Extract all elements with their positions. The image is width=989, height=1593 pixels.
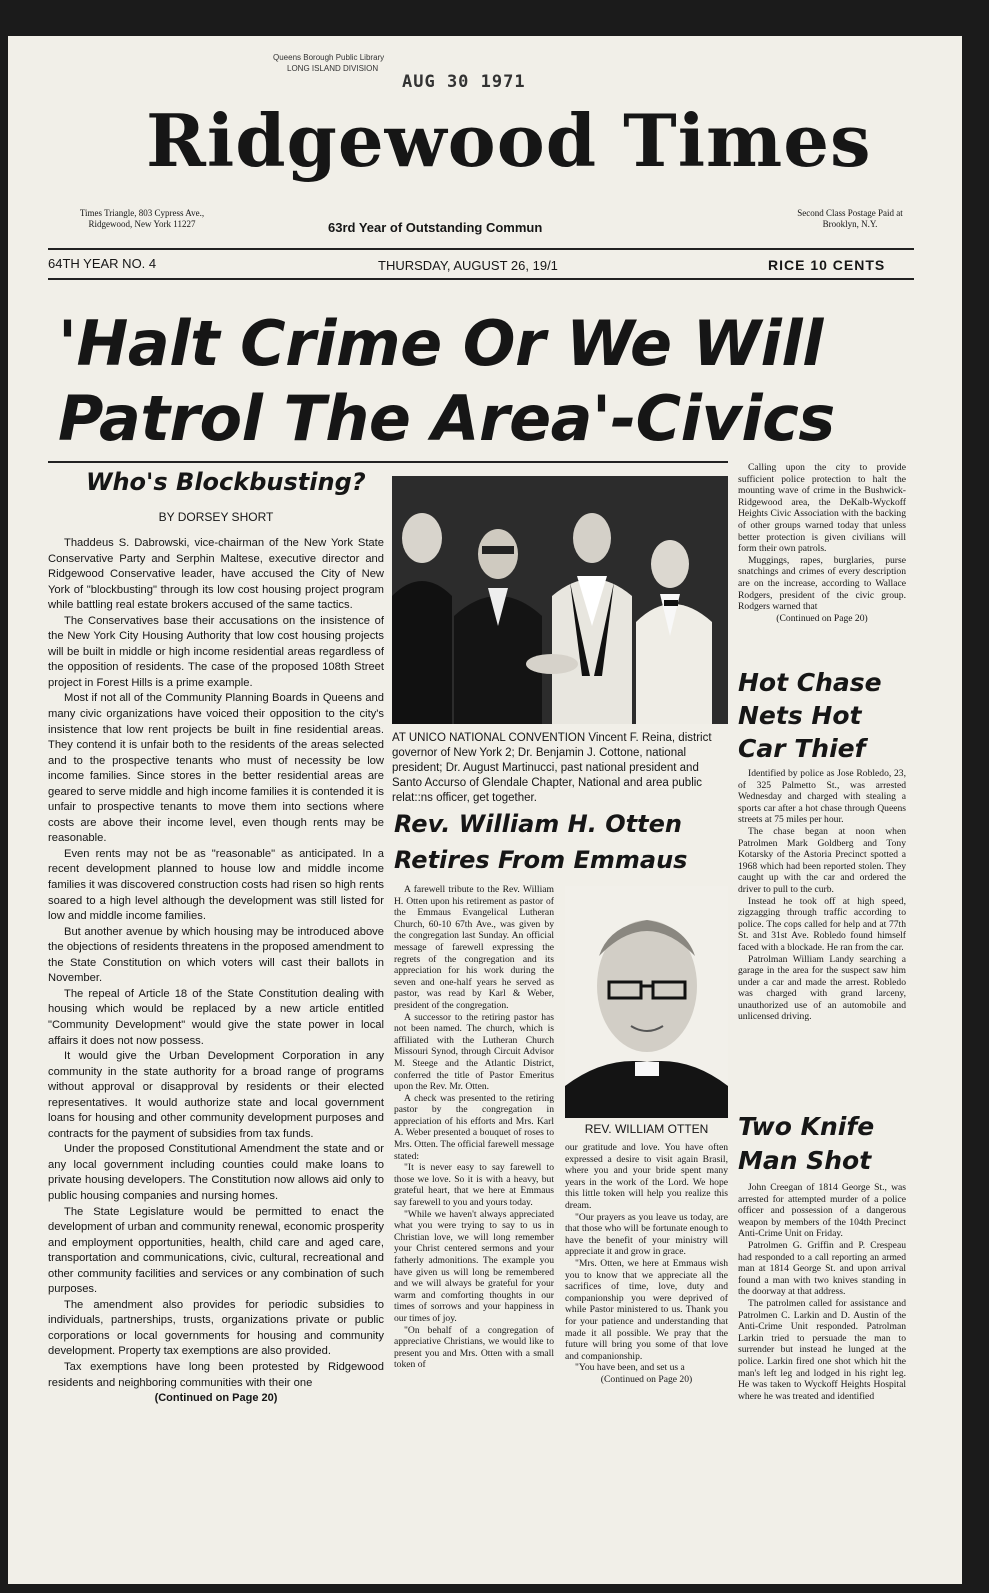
otten-paragraph: "Our prayers as you leave us today, are that those who will be fortunate enough to have the benefit of your ministry will appreciate it and grow in grace.	[565, 1211, 728, 1258]
knife-paragraph: John Creegan of 1814 George St., was arrested for attempted murder of a police officer and possession of a dangerous weapon by members of the 104th Precinct Anti-Crime Unit on Friday.	[738, 1182, 906, 1240]
car-thief-paragraph: The chase began at noon when Patrolmen Mark Goldberg and Tony Kotarsky of the Astoria Precinct spotted a 1968 which had been reported stolen. They caught up with the car and ordered the driver to pull to the curb.	[738, 825, 906, 895]
car-thief-article	[738, 768, 906, 1023]
blockbusting-paragraph: Tax exemptions have long been protested by Ridgewood residents and neighboring communities with their one	[48, 1360, 384, 1389]
otten-paragraph: "You have been, and set us a	[575, 1362, 685, 1374]
newspaper-page	[8, 36, 962, 1584]
car-thief-headline-line: Nets Hot	[738, 701, 862, 730]
otten-paragraph: "On behalf of a congregation of appreciative Christians, we would like to present you and Mrs. Otten with a small token of	[394, 1324, 554, 1371]
blockbusting-paragraph: Under the proposed Constitutional Amendment the state and or any local government including counties could make loans to private housing developers. The Constitution now allows aid only to public housing companies and nursing homes.	[48, 1143, 384, 1202]
car-thief-headline-line: Hot Chase	[738, 668, 882, 697]
otten-paragraph: A successor to the retiring pastor has not been named. The church, which is affiliated with the Lutheran Church Missouri Synod, through Circuit Advisor M. Steege and the Atlantic District, conferred the title of Pastor Emeritus upon the Rev. Mr. Otten.	[394, 1011, 554, 1093]
blockbusting-continued: (Continued on Page 20)	[154, 1392, 278, 1405]
issue-price: RICE 10 CENTS	[768, 257, 886, 273]
stamp-date: AUG 30 1971	[402, 72, 526, 92]
masthead-address-left: Times Triangle, 803 Cypress Ave., Ridgewood, New York 11227	[79, 208, 205, 229]
otten-headline-line-1: Rev. William H. Otten	[394, 810, 682, 838]
otten-paragraph: "It is never easy to say farewell to those we love. So it is with a heavy, but grateful heart, that we here at Emmaus say farewell to you and yours today.	[394, 1162, 554, 1209]
otten-paragraph: "Mrs. Otten, we here at Emmaus wish you to know that we appreciate all the sacrifices of time, love, duty and companionship you were deprived of while Pastor ministered to us. Thank you for your patience and understanding that made it all possible. We pray that the future will bring you some of that love and companionship.	[565, 1257, 728, 1362]
blockbusting-paragraph: The State Legislature would be permitted to enact the development of urban and community renewal, economic prosperity and employment opportunities, health, child care and aged care, transportation and communications, civic, cultural, recreational and other community facilities and services or any combination of such purposes.	[48, 1205, 384, 1296]
blockbusting-paragraph: The repeal of Article 18 of the State Constitution dealing with housing which would be replaced by a new article entitled "Community Development" would give the state power in local affairs it does not now possess.	[48, 987, 384, 1047]
otten-paragraph: A check was presented to the retiring pastor by the congregation in appreciation of his efforts and Mrs. Karl A. Weber presented a bouquet of roses to Mrs. Otten. The official farewell message stated:	[394, 1092, 554, 1162]
civics-paragraph: Muggings, rapes, burglaries, purse snatchings and crimes of every description are on the increase, according to Wallace Rodgers, president of the civic group. Rodgers warned that	[738, 554, 906, 613]
masthead-tagline: 63rd Year of Outstanding Commun	[328, 220, 543, 235]
car-thief-paragraph: Instead he took off at high speed, zigzagging through traffic according to police. The cops called for help and at 77th St. and 31st Ave. Robledo found himself faced with a blockade. He ran from the car.	[738, 895, 906, 953]
blockbusting-paragraph: The Conservatives base their accusations on the insistence of the New York City Housing Authority that low cost housing projects will be built in middle or high income residential areas regardless of the opposition of residents. The case of the proposed 108th Street project in Forest Hills is a prime example.	[48, 614, 384, 689]
knife-article	[738, 1182, 906, 1402]
car-thief-paragraph: Patrolman William Landy searching a garage in the area for the suspect saw him under a car and made the arrest. Robledo was charged with grand larceny, unauthorized use of an automobile and unlicensed driving.	[738, 953, 906, 1023]
unico-convention-photo	[392, 476, 728, 724]
masthead-rule-bottom	[48, 278, 914, 280]
blockbusting-byline: BY DORSEY SHORT	[158, 510, 274, 524]
otten-column-2	[565, 1142, 728, 1385]
masthead-title: Ridgewood Times	[146, 98, 872, 183]
knife-paragraph: The patrolmen called for assistance and Patrolmen C. Larkin and D. Austin of the Anti-Crime Unit responded. Patrolman Larkin tried to persuade the man to surrender but instead he lunged at the police. Larkin fired one shot which hit the man's left leg and lodged in his right leg. He was taken to Wyckoff Heights Hospital where he was treated and identified	[738, 1297, 906, 1402]
blockbusting-paragraph: The amendment also provides for periodic subsidies to individuals, partnerships, trusts, organizations private or public corporations or local governments for housing and community development. Property tax exemptions are also provided.	[48, 1298, 384, 1358]
knife-headline-line: Man Shot	[738, 1146, 872, 1175]
car-thief-headline	[738, 666, 882, 765]
car-thief-headline-line: Car Thief	[738, 734, 866, 763]
knife-paragraph: Patrolmen G. Griffin and P. Crespeau had responded to a call reporting an armed man at 1814 George St. and upon arrival found a man with two knives standing in the doorway at that address.	[738, 1239, 906, 1298]
blockbusting-paragraph: Thaddeus S. Dabrowski, vice-chairman of the New York State Conservative Party and Serphin Maltese, executive director and Ridgewood Conservative leader, have accused the City of New York of "blockbusting" through its low cost housing project program while battling real estate brokers accused of the same tactics.	[48, 537, 384, 612]
masthead-rule-top	[48, 248, 914, 250]
issue-number: 64TH YEAR NO. 4	[48, 256, 157, 271]
otten-column-1	[394, 884, 554, 1371]
car-thief-paragraph: Identified by police as Jose Robledo, 23, of 325 Palmetto St., was arrested Wednesday and charged with stealing a sports car after a hot chase through Queens streets at 75 miles per hour.	[738, 768, 906, 826]
blockbusting-article	[48, 536, 384, 1407]
unico-photo-image	[392, 476, 728, 724]
main-headline: 'Halt Crime Or We Will Patrol The Area'-Civics	[58, 307, 835, 455]
headline-rule	[48, 461, 728, 463]
otten-continued: (Continued on Page 20)	[600, 1373, 693, 1385]
civics-continued: (Continued on Page 20)	[776, 612, 868, 624]
otten-paragraph: A farewell tribute to the Rev. William H. Otten upon his retirement as pastor of the Emmaus Evangelical Lutheran Church, 60-10 67th Ave., was given by the congregation last Sunday. An official message of farewell expressing the regrets of the congregation and its appreciation for his work during the seven and one-half years he served as pastor, was read by Karl & Weber, president of the congregation.	[394, 884, 554, 1011]
library-stamp	[273, 52, 384, 74]
stamp-library: Queens Borough Public Library	[273, 53, 385, 62]
otten-portrait	[565, 886, 728, 1118]
blockbusting-paragraph: Even rents may not be as "reasonable" as anticipated. In a recent development planned to house low and middle income families it was discovered construction costs had risen so high rents soared to a high level although the development was still listed for low and middle income families.	[48, 847, 384, 923]
otten-paragraph: "While we haven't always appreciated what you were trying to say to us in Christian love, we will long remember your Christ centered sermons and your fatherly admonitions. The example you have given us will long be remembered and we will always be grateful for your warm and comforting thoughts in our times of sorrows and your happiness in our times of joy.	[394, 1208, 554, 1324]
blockbusting-paragraph: But another avenue by which housing may be introduced above the objections of residents threatens in the proposed amendment to the State Constitution on which voters will cast their ballots in November.	[48, 925, 384, 985]
otten-portrait-image	[565, 886, 728, 1118]
otten-paragraph: our gratitude and love. You have often expressed a desire to visit again Brasil, where you and your bride spent many years in the work of the Lord. We hope this little token will help you realize this dream.	[565, 1142, 728, 1211]
knife-headline	[738, 1110, 874, 1178]
otten-headline-line-2: Retires From Emmaus	[394, 846, 688, 874]
blockbusting-paragraph: It would give the Urban Development Corporation in any community in the state authority for a broad range of programs without approval or disapproval by residents or their elected representatives. It would authorize state and local government loans for housing and other community development purposes and contracts for the payment of subsidies from tax funds.	[48, 1050, 384, 1140]
civics-paragraph: Calling upon the city to provide sufficient police protection to halt the mounting wave of crime in the Bushwick-Ridgewood area, the DeKalb-Wyckoff Heights Civic Association with the backing of other groups warned today that unless better protection is given civilians will form their own patrols.	[738, 462, 906, 555]
blockbusting-headline: Who's Blockbusting?	[86, 468, 366, 496]
civics-article	[738, 462, 906, 624]
otten-photo-caption: REV. WILLIAM OTTEN	[584, 1122, 709, 1136]
blockbusting-paragraph: Most if not all of the Community Planning Boards in Queens and many civic organizations have voiced their opposition to the city's insistence that low rent projects be built in fine residential areas. They contend it is unfair both to the residents of the areas selected and to the prospective tenants who must of necessity be low income families. Since stores in the better residential areas are geared to serve middle and high income families it is contended it is unfair to prospective tenants to move them into sections where costs are above their income level, even though rents may be reasonable.	[48, 692, 384, 845]
issue-date: THURSDAY, AUGUST 26, 19/1	[378, 258, 558, 273]
masthead-address-right: Second Class Postage Paid at Brooklyn, N.Y.	[797, 208, 903, 229]
stamp-division: LONG ISLAND DIVISION	[287, 64, 379, 73]
unico-caption: AT UNICO NATIONAL CONVENTION Vincent F. Reina, district governor of New York 2; Dr. Benjamin J. Cottone, national president; Dr. August Martinucci, past national president and Santo Accurso of Glendale Chapter, National and area public relat::ns officer, get together.	[392, 732, 712, 804]
knife-headline-line: Two Knife	[738, 1112, 875, 1141]
